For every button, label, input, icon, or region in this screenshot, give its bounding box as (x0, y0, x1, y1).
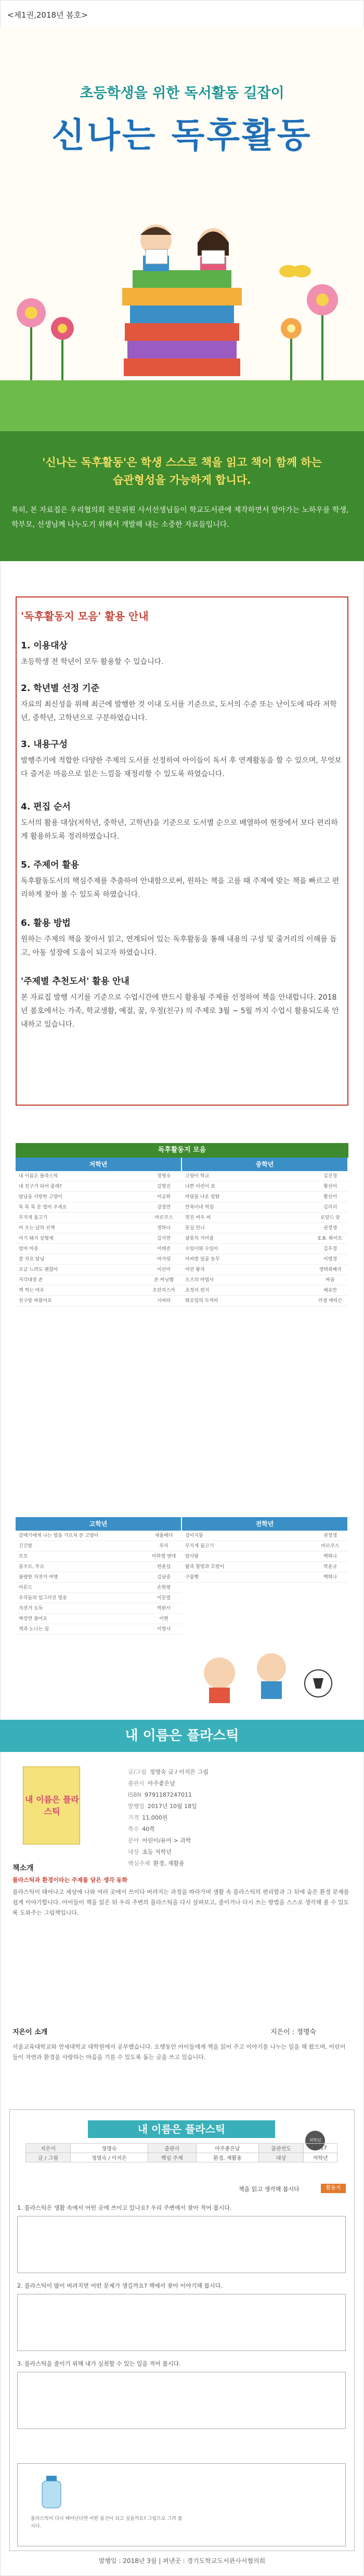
table-row (16, 1296, 182, 1306)
table-row (16, 1624, 182, 1635)
table-row (182, 1254, 348, 1265)
worksheet-title: 내 이름은 플라스틱 (88, 2120, 275, 2138)
book-summary-text: 플라스틱이 태어나고 세상에 나와 여러 곳에서 쓰이다 버려지는 과정을 따라가며 생활 속 플라스틱의 편리함과 그 뒤에 숨은 환경 문제를 쉽게 이야기합니다. 아이들이 책을 읽은 뒤 우리 주변의 플라스틱을 다시 살펴보고, 줄이거나 다시 쓰는 방법을 스스로 생각해 볼 수 있도록 도와주는 그림책입니다. (12, 1889, 349, 1916)
book-author-cell: 존 버닝햄 (154, 1278, 174, 1283)
book-author-cell: 김리리 (323, 1205, 337, 1210)
answer-box[interactable] (17, 2216, 346, 2273)
book-title-cell: 우리들의 일그러진 영웅 (19, 1596, 67, 1601)
worksheet-note: 책을 읽고 생각해 봅시다 (239, 2186, 300, 2193)
book-title-cell: 오즈의 마법사 (185, 1278, 214, 1283)
book-title-banner: 내 이름은 플라스틱 (0, 1720, 364, 1752)
table-row (182, 1233, 348, 1244)
table-cell: 정명숙 (71, 2144, 148, 2153)
table-header-cell: 글 / 그림 (26, 2153, 71, 2162)
book-author-cell: 권정생 (323, 1226, 337, 1231)
guide-section-heading: 1. 이용대상 (21, 641, 68, 651)
worksheet-question: 1. 플라스틱은 생활 속에서 어떤 곳에 쓰이고 있나요? 우리 주변에서 찾아 적어 봅시다. (17, 2205, 232, 2211)
guide-section (21, 638, 343, 669)
table-row (16, 1213, 182, 1223)
book-title-cell: 만복이네 떡집 (185, 1205, 214, 1210)
book-author-cell: 시바타 (157, 1298, 171, 1304)
table-row (16, 1223, 182, 1233)
book-title-cell: 책과 노니는 집 (19, 1627, 49, 1632)
hero-subtitle: 초등학생을 위한 독서활동 길잡이 (80, 85, 284, 101)
book-author-cell: 마르쿠스 (321, 1544, 340, 1549)
book-info-row: 대상 초등 저학년 (128, 1849, 172, 1855)
book-author-cell: 이문열 (157, 1596, 171, 1601)
table-row (16, 1572, 182, 1583)
book-stack-icon (122, 270, 242, 376)
guide-section-text: 원하는 주제의 책을 찾아서 읽고, 연계되어 있는 독후활동을 통해 내용의 구성 및 줄거리의 이해를 돕고, 아동 성장에 도움이 되고자 하였습니다. (21, 935, 337, 957)
recommended-column (182, 1158, 348, 1306)
guide-section-text: 발행주기에 적합한 다양한 주제의 도서를 선정하여 아이들이 독서 후 연계활동을 할 수 있으며, 무엇보다 즐거운 마음으로 읽은 느낌을 재정리할 수 있도록 하였습니다. (21, 756, 342, 778)
recommended-column (16, 1158, 182, 1306)
table-row (16, 1202, 182, 1213)
guide-section-heading: 3. 내용구성 (21, 739, 68, 750)
guide-section-heading: 2. 학년별 선정 기준 (21, 683, 99, 694)
book-title-cell: 아몬드 (19, 1585, 33, 1590)
guide-section-heading: 5. 주제어 활용 (21, 860, 80, 870)
usage-guide-box (16, 596, 348, 1106)
table-header-cell: 대상 (259, 2153, 304, 2162)
table-row (16, 1603, 182, 1614)
table-row (182, 1213, 348, 1223)
intro-section (0, 431, 364, 561)
guide-section-heading: '주제별 추천도서' 활용 안내 (21, 976, 129, 987)
book-author-cell: 황선미 (323, 1194, 337, 1200)
flower-right-icon (281, 284, 338, 380)
table-row (16, 1265, 182, 1275)
table-header-cell: 지은이 (26, 2144, 71, 2153)
book-author-cell: 이금희 (157, 1194, 171, 1200)
hero-title: 신나는 독후활동 (51, 115, 313, 155)
book-author-cell: 루리 (159, 1544, 168, 1549)
book-title-cell: 멋진 여우 씨 (185, 1215, 211, 1220)
table-row (182, 1192, 348, 1202)
table-row (182, 1223, 348, 1233)
table-row (16, 1562, 182, 1572)
book-title-cell: 화요일의 두꺼비 (185, 1298, 218, 1304)
table-cell: 2017 (304, 2144, 337, 2153)
book-title-cell: 짜장면 불어요 (19, 1616, 48, 1622)
book-title-cell: 책 먹는 여우 (19, 1288, 45, 1293)
guide-section (21, 974, 343, 1031)
book-author-cell: 김지연 (157, 1236, 171, 1241)
book-author-cell: 백희나 (323, 1575, 337, 1580)
author-text: 서울교육대학교와 연세대학교 대학원에서 공부했습니다. 오랫동안 아이들에게 책을 읽어 주고 이야기를 나누는 일을 해 왔으며, 어린이들이 자연과 환경을 사랑하는 마음을 기를 수 있도록 돕는 글을 쓰고 있습니다. (12, 2043, 346, 2061)
table-row (182, 1181, 348, 1192)
book-title-cell: 무지개 물고기 (185, 1544, 214, 1549)
book-author-cell: 이선미 (157, 1267, 171, 1272)
usage-guide-title: '독후활동지 모음' 활용 안내 (21, 610, 149, 622)
book-title-cell: 지각대장 존 (19, 1278, 43, 1283)
book-title-cell: 수일이와 수일이 (185, 1246, 218, 1252)
recommended-table (16, 1143, 348, 1306)
table-row (182, 1541, 348, 1551)
table-cell: 정명숙 / 이지은 (71, 2153, 148, 2162)
book-author-cell: 박완서 (157, 1606, 171, 1611)
kids-sports-illustration (188, 1611, 349, 1704)
guide-section (21, 799, 343, 843)
book-author-cell: 김영진 (157, 1184, 171, 1189)
table-row (16, 1171, 182, 1181)
book-author-cell: 이영서 (157, 1627, 171, 1632)
book-title-cell: 아씨방 일곱 동무 (185, 1257, 220, 1262)
recommended-table-title: 독후활동지 모음 (16, 1143, 348, 1158)
intro-quote-line-1: '신나는 독후활동'은 학생 스스로 책을 읽고 책이 함께 하는 (42, 456, 322, 469)
table-row (16, 1192, 182, 1202)
flower-left-icon (17, 298, 74, 380)
table-cell: 저학년 (304, 2153, 337, 2162)
worksheet-note-tag: 활동지 (321, 2184, 346, 2193)
book-author-cell: 생텍쥐페리 (319, 1267, 342, 1272)
guide-section-text: 본 자료집 발행 시기를 기준으로 수업시간에 반드시 활용될 주제를 선정하여 책을 안내합니다. 2018년 봄호에서는 가족, 학교생활, 예절, 꿈, 우정(친구) 의 주제로 3월 ~ 5월 까지 수업시 활용되도록 안내하고 있습니다. (21, 993, 339, 1029)
intro-body: 특히, 본 자료집은 우리협의회 전문위원 사서선생님들이 학교도서관에 제작하면서 알아가는 노하우를 학생, 학부모, 선생님께 나누도기 위해서 개발해 내는 소중한 자료들입니다. (11, 506, 349, 529)
table-row (16, 1181, 182, 1192)
hero-section (0, 27, 364, 453)
recommended-column (16, 1517, 182, 1635)
table-row (182, 1562, 348, 1572)
table-row (182, 1551, 348, 1562)
table-row (182, 1531, 348, 1541)
book-info-row: 글/그림 정명숙 글 / 이지은 그림 (128, 1769, 209, 1775)
guide-section-text: 자료의 최신성을 위해 최근에 발행한 것 이내 도서를 기준으로, 도서의 수준 또는 난이도에 따라 저학년, 중학년, 고학년으로 구분하였습니다. (21, 700, 337, 722)
table-row (16, 1531, 182, 1541)
table-cell: 환경, 재활용 (196, 2153, 259, 2162)
recommended-column-header: 고학년 (16, 1517, 182, 1531)
book-info-row: 쪽수 40쪽 (128, 1826, 155, 1833)
book-author-cell: 강정연 (157, 1205, 171, 1210)
book-title-cell: 비 오는 날의 산책 (19, 1226, 55, 1231)
book-title-cell: 긴긴밤 (19, 1544, 33, 1549)
book-info-row: 분야 어린이/유아 > 과학 (128, 1837, 191, 1844)
book-author-cell: 권정생 (323, 1533, 337, 1538)
book-author-cell: 바움 (326, 1278, 335, 1283)
book-author-cell: 정명숙 (157, 1174, 171, 1179)
table-header-cell: 출판연도 (259, 2144, 304, 2153)
book-author-cell: 로알드 달 (320, 1215, 340, 1220)
girl-reading-icon (198, 228, 229, 270)
book-title-cell: 나쁜 어린이 표 (185, 1184, 215, 1189)
book-title-cell: 친구랑 싸웠어요 (19, 1298, 52, 1304)
butterfly-icon (279, 265, 311, 277)
book-info-row: 가격 11,000원 (128, 1814, 168, 1821)
table-row (16, 1233, 182, 1244)
book-title-cell: 엄마 마중 (19, 1246, 38, 1252)
table-row (182, 1275, 348, 1285)
intro-quote-line-2: 습관형성을 가능하게 합니다. (112, 474, 252, 486)
book-author-cell: 미하엘 엔데 (151, 1554, 176, 1559)
table-row (16, 1551, 182, 1562)
table-cell: 아주좋은날 (196, 2144, 259, 2153)
book-title-cell: 자전거 도둑 (19, 1606, 43, 1611)
table-row (16, 1244, 182, 1254)
guide-section (21, 737, 343, 781)
table-row (16, 1614, 182, 1624)
table-row (16, 1583, 182, 1593)
book-author-cell: 손원평 (157, 1585, 171, 1590)
table-row (16, 1285, 182, 1296)
worksheet-question: 3. 플라스틱을 줄이기 위해 내가 실천할 수 있는 일을 적어 봅시다. (17, 2360, 181, 2367)
book-info-row: 발행일 2017년 10월 18일 (128, 1803, 197, 1810)
book-title-cell: 마당을 나온 암탉 (185, 1194, 220, 1200)
book-info-row: 출판사 아주좋은날 (128, 1780, 176, 1787)
book-author-cell: 백희나 (323, 1554, 337, 1559)
book-title-cell: 불량한 자전거 여행 (19, 1575, 58, 1580)
hero-illustration (0, 178, 364, 453)
book-author-cell: 러셀 에릭슨 (318, 1298, 343, 1304)
book-title-cell: 봉주르, 뚜르 (19, 1564, 45, 1570)
footer: 발행일 : 2018년 3월 | 펴낸곳 : 경기도학교도서관사서협의회 (98, 2557, 266, 2565)
book-summary-heading: 책소개 (12, 1864, 34, 1873)
book-title-cell: 초정리 편지 (185, 1288, 210, 1293)
book-author-cell: 마거릿 (157, 1257, 171, 1262)
table-header-cell: 핵심 주제 (148, 2153, 196, 2162)
grade-badge: 저학년 (305, 2131, 325, 2150)
recommended-column-header: 저학년 (16, 1158, 182, 1171)
drawing-instruction: 플라스틱이 다시 태어난다면 어떤 물건이 되고 싶을까요? 그림으로 그려 봅시다. (31, 2516, 183, 2529)
worksheet-info-table (25, 2143, 337, 2162)
table-header-cell: 출판사 (148, 2144, 196, 2153)
book-title-cell: 무지개 물고기 (19, 1215, 48, 1220)
book-author-cell: 프란치스카 (152, 1288, 175, 1293)
table-row (182, 1244, 348, 1254)
guide-section (21, 681, 343, 725)
book-title-cell: 조금 느려도 괜찮아 (19, 1267, 58, 1272)
book-title-cell: 똑 똑 똑 문 열어 주세요 (19, 1205, 67, 1210)
book-author-cell: 김진경 (323, 1174, 337, 1179)
book-title-cell: 내 이름은 플라스틱 (19, 1174, 58, 1179)
guide-section (21, 915, 343, 960)
book-author-cell: 이현 (159, 1616, 168, 1622)
guide-section-heading: 4. 편집 순서 (21, 802, 71, 812)
worksheet (9, 2109, 355, 2551)
book-author-cell: 박윤규 (323, 1564, 337, 1570)
guide-section (21, 857, 343, 901)
book-title-cell: 내 친구가 되어 줄래? (19, 1184, 62, 1189)
answer-box[interactable] (17, 2372, 346, 2429)
worksheet-question: 2. 플라스틱이 많이 버려지면 어떤 문제가 생길까요? 책에서 찾아 이야기해 봅시다. (17, 2282, 223, 2289)
table-row (182, 1572, 348, 1583)
boy-reading-icon (140, 224, 172, 271)
book-title-cell: 고양이 학교 (185, 1174, 210, 1179)
book-author-cell: 마르쿠스 (154, 1215, 173, 1220)
answer-box[interactable] (17, 2294, 346, 2351)
guide-section-text: 초등학생 전 학년이 모두 활용할 수 있습니다. (21, 658, 164, 666)
book-author-cell: 이영경 (323, 1257, 337, 1262)
recommended-column-header: 전학년 (182, 1517, 348, 1531)
book-title-cell: 강아지똥 (185, 1533, 203, 1538)
book-title-cell: 아기 돼지 삼형제 (19, 1236, 54, 1241)
book-title-cell: 모모 (19, 1554, 28, 1559)
book-title-cell: 구름빵 (185, 1575, 199, 1580)
recommended-column-header: 중학년 (182, 1158, 348, 1171)
table-row (16, 1541, 182, 1551)
guide-section-text: 독후활동도서의 핵심주제를 추출하여 안내함으로써, 원하는 책을 고를 때 주제에 맞는 책을 빠르고 편리하게 찾아 볼 수 있도록 하였습니다. (21, 877, 340, 899)
book-author-cell: 배유안 (323, 1288, 337, 1293)
plastic-bottle-icon (31, 2474, 72, 2510)
table-row (16, 1275, 182, 1285)
table-row (182, 1296, 348, 1306)
book-author-cell: 세풀베다 (154, 1533, 173, 1538)
book-author-cell: 정하나 (157, 1226, 171, 1231)
book-author-cell: E.B. 화이트 (318, 1236, 343, 1241)
book-summary-subheading: 플라스틱과 환경이라는 주제를 담은 생각 동화 (12, 1877, 128, 1883)
book-title-cell: 달님을 사랑한 고양이 (19, 1194, 62, 1200)
author-name: 지은이 : 정명숙 (270, 2028, 316, 2036)
book-title-cell: 어린 왕자 (185, 1267, 205, 1272)
book-title-cell: 팥죽 할멈과 호랑이 (185, 1564, 225, 1570)
book-cover-image (23, 1767, 80, 1844)
guide-section-heading: 6. 활용 방법 (21, 918, 71, 928)
book-cover-title: 내 이름은 플라스틱 (25, 1795, 79, 1816)
book-title-cell: 잘 자요 달님 (19, 1257, 45, 1262)
guide-section-text: 도서의 활용 대상(저학년, 중학년, 고학년)을 기준으로 도서별 순으로 배열하여 현장에서 보다 편리하게 활용하도록 정리하였습니다. (21, 819, 338, 841)
book-title-cell: 갈매기에게 나는 법을 가르쳐 준 고양이 (19, 1533, 99, 1538)
book-author-cell: 김남중 (157, 1575, 171, 1580)
table-row (182, 1285, 348, 1296)
table-row (16, 1593, 182, 1603)
table-row (16, 1254, 182, 1265)
book-author-cell: 이태준 (157, 1246, 171, 1252)
author-heading: 지은이 소개 (12, 2028, 48, 2036)
book-author-cell: 황선미 (323, 1184, 337, 1189)
table-row (182, 1171, 348, 1181)
book-title-cell: 몽실 언니 (185, 1226, 205, 1231)
book-author-cell: 한윤섭 (157, 1564, 171, 1570)
issue-label: <제1권,2018년 봄호> (7, 10, 88, 20)
table-row (182, 1265, 348, 1275)
book-title-cell: 샬롯의 거미줄 (185, 1236, 214, 1241)
book-author-cell: 김우경 (323, 1246, 337, 1252)
book-title-cell: 알사탕 (185, 1554, 199, 1559)
book-info-row: ISBN 9791187247011 (128, 1791, 192, 1798)
table-row (182, 1202, 348, 1213)
book-info-row: 핵심주제 환경, 재활용 (128, 1860, 185, 1867)
book-info (128, 1767, 263, 1869)
